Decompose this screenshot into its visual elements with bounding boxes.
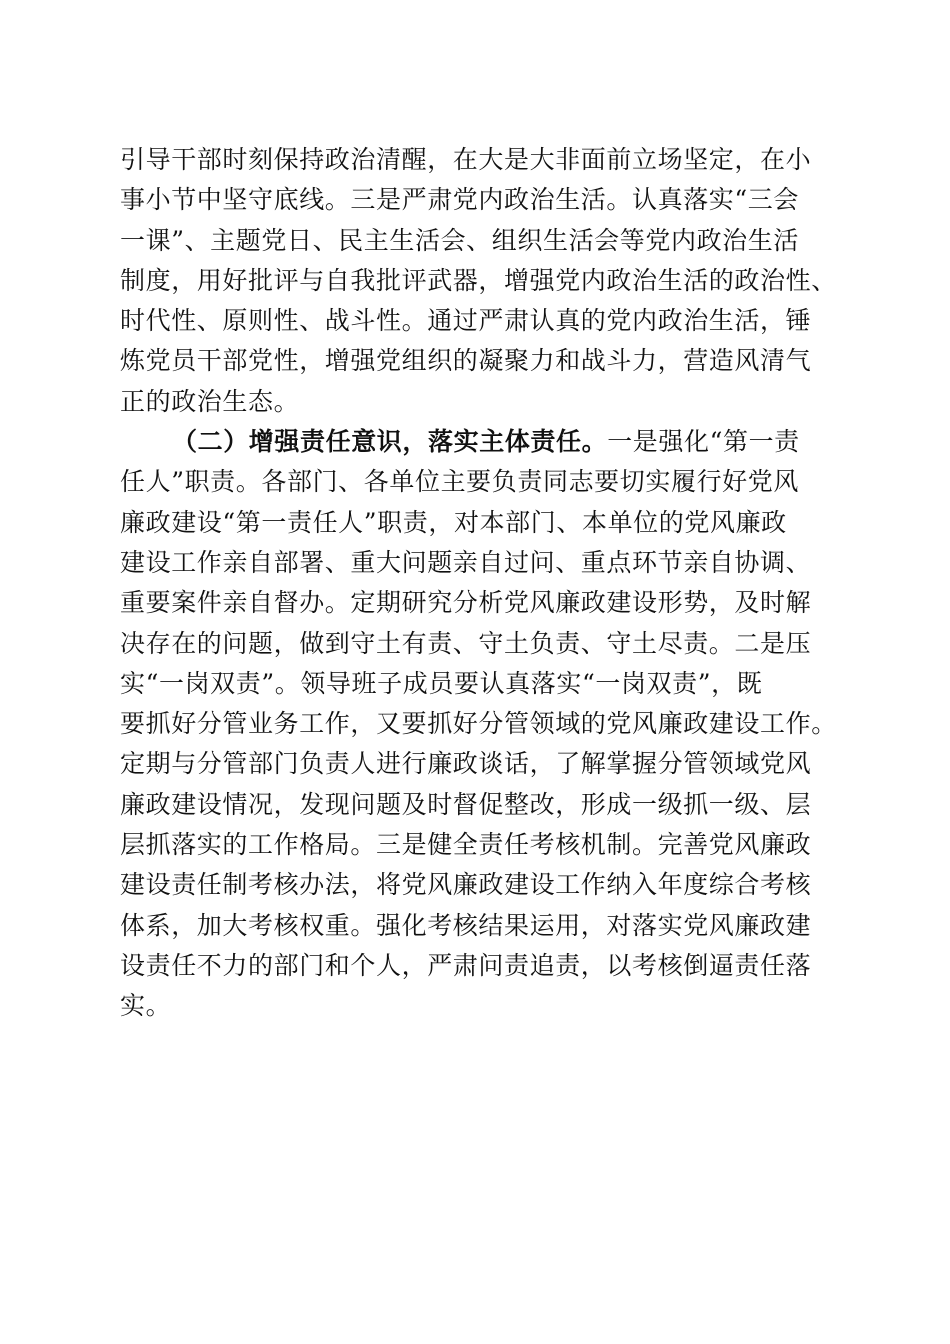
text-line: 设责任不力的部门和个人，严肃问责追责，以考核倒逼责任落 [120,950,812,980]
text-line: 廉政建设情况，发现问题及时督促整改，形成一级抓一级、层 [120,789,812,819]
section-heading: （二）增强责任意识，落实主体责任。 [172,427,608,457]
text-line: 建设责任制考核办法，将党风廉政建设工作纳入年度综合考核 [120,870,812,900]
text-line: 实“一岗双责”。领导班子成员要认真落实“一岗双责”，既 [120,668,763,698]
text-line: 一课”、主题党日、民主生活会、组织生活会等党内政治生活 [120,225,799,255]
text-line: 制度，用好批评与自我批评武器，增强党内政治生活的政治性、 [120,265,837,295]
text-line: 实。 [120,991,172,1021]
text-line: 定期与分管部门负责人进行廉政谈话，了解掌握分管领域党风 [120,749,812,779]
text-line: 重要案件亲自督办。定期研究分析党风廉政建设形势，及时解 [120,588,812,618]
text-segment: 一是强化“第一责 [607,427,800,457]
text-line: 任人”职责。各部门、各单位主要负责同志要切实履行好党风 [120,467,799,497]
text-line: 事小节中坚守底线。三是严肃党内政治生活。认真落实“三会 [120,185,799,215]
document-body [120,140,837,1027]
text-line: 时代性、原则性、战斗性。通过严肃认真的党内政治生活，锤 [120,306,812,336]
text-line: 层抓落实的工作格局。三是健全责任考核机制。完善党风廉政 [120,830,812,860]
text-line: 廉政建设“第一责任人”职责，对本部门、本单位的党风廉政 [120,507,787,537]
text-line: 引导干部时刻保持政治清醒，在大是大非面前立场坚定，在小 [120,145,812,174]
text-line: 炼党员干部党性，增强党组织的凝聚力和战斗力，营造风清气 [120,346,812,376]
text-line: 体系，加大考核权重。强化考核结果运用，对落实党风廉政建 [120,910,812,940]
text-line: 正的政治生态。 [120,386,300,416]
paragraph-first-line [120,422,832,462]
paragraph-responsibility [120,422,837,1026]
text-line: 要抓好分管业务工作，又要抓好分管领域的党风廉政建设工作。 [120,709,837,739]
paragraph-political-life [120,140,837,422]
text-line: 决存在的问题，做到守土有责、守土负责、守土尽责。二是压 [120,628,812,658]
text-line: 建设工作亲自部署、重大问题亲自过问、重点环节亲自协调、 [120,547,812,577]
